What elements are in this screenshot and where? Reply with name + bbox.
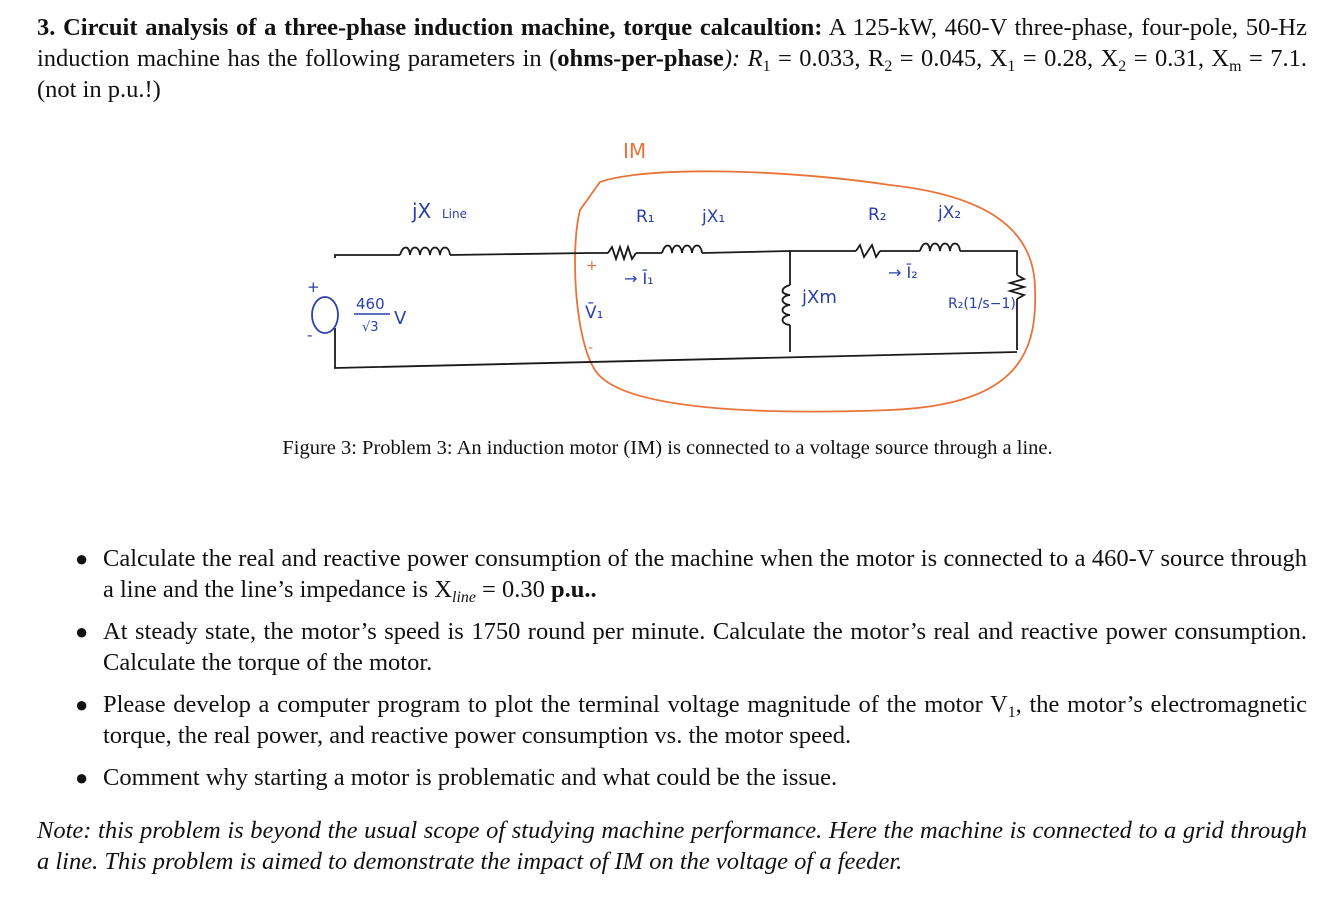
- wire-bottom: [335, 328, 1017, 368]
- problem-intro: A 125-kW, 460-V three-phase, four-pole, 50-Hz induction machine has the following parameters in (: [37, 14, 1307, 72]
- sub-r2: 2: [884, 57, 893, 75]
- bullet-3-sub: 1: [1007, 703, 1016, 721]
- im-label: IM: [623, 139, 647, 163]
- list-item: [75, 543, 1307, 605]
- bullet-dot: ●: [75, 619, 89, 644]
- problem-heading: 3. Circuit analysis of a three-phase induction machine, torque calcaultion:: [37, 14, 823, 41]
- i1-label: → Ī₁: [624, 269, 654, 288]
- source-unit: V: [394, 308, 407, 329]
- v1-minus: -: [588, 340, 594, 356]
- param-x2: = 0.28, X: [1015, 45, 1119, 72]
- note: Note: this problem is beyond the usual scope of studying machine performance. Here the machine is connected to a grid through a line. This problem is aimed to demonstrate the impact of IM on the voltage of a feeder.: [37, 817, 1307, 875]
- voltage-source: [312, 297, 338, 333]
- problem-statement: [37, 12, 1307, 105]
- bullet-3-text: Please develop a computer program to plot the terminal voltage magnitude of the motor V: [103, 691, 1008, 718]
- x1-label: jX₁: [702, 207, 726, 227]
- wire-top-left: [335, 255, 400, 258]
- xm-label: jXm: [802, 287, 837, 308]
- param-x1: = 0.045, X: [892, 45, 1008, 72]
- x2-coil: [920, 244, 960, 252]
- param-r2: = 0.033, R: [770, 45, 885, 72]
- sub-x2: 2: [1118, 57, 1127, 75]
- bullet-1-unit: p.u..: [550, 576, 597, 603]
- list-item: [75, 689, 1307, 751]
- xline-label: jX: [412, 199, 432, 223]
- source-minus: -: [307, 326, 313, 344]
- r1-resistor: [608, 247, 636, 259]
- load-label: R₂(1/s−1): [948, 296, 1016, 312]
- r2-label: R₂: [868, 205, 887, 225]
- list-item: [75, 616, 1307, 678]
- v1-label: V̄₁: [585, 303, 604, 323]
- bullet-3-tail: , the motor’s electromagnetic torque, the real power, and reactive power consumption vs. the motor speed.: [103, 691, 1307, 749]
- param-tail: = 7.1. (not in p.u.!): [37, 45, 1308, 103]
- source-plus: +: [307, 278, 320, 296]
- sub-xm: m: [1229, 57, 1242, 75]
- bullet-dot: ●: [75, 765, 89, 790]
- figure-caption: Figure 3: Problem 3: An induction motor (IM) is connected to a voltage source through a line.: [282, 437, 1053, 459]
- r2-resistor: [856, 245, 880, 257]
- bullet-1-value: = 0.30: [475, 576, 551, 603]
- sub-r1: 1: [762, 57, 771, 75]
- param-xm: = 0.31, X: [1126, 45, 1230, 72]
- v1-plus: +: [586, 258, 598, 274]
- task-list: [75, 543, 1307, 804]
- bullet-4-text: Comment why starting a motor is problematic and what could be the issue.: [103, 764, 838, 791]
- r1-label: R₁: [636, 207, 655, 227]
- bullet-2-text: At steady state, the motor’s speed is 1750 round per minute. Calculate the motor’s real and reactive power consumption. Calculate the torque of the motor.: [103, 618, 1307, 676]
- i2-label: → Ī₂: [888, 263, 918, 282]
- units-label: ohms-per-phase: [557, 45, 724, 72]
- x1-coil: [662, 246, 702, 254]
- bullet-dot: ●: [75, 546, 89, 571]
- param-r1: ): R: [723, 45, 763, 72]
- source-den: √3: [362, 320, 379, 335]
- source-num: 460: [356, 295, 385, 313]
- bullet-1-text: Calculate the real and reactive power consumption of the machine when the motor is connected to a 460-V source through a line and the line’s impedance is X: [103, 545, 1307, 603]
- x2-label: jX₂: [938, 203, 962, 223]
- circuit-diagram: [290, 130, 1060, 430]
- bullet-1-sub: line: [452, 588, 476, 606]
- sub-x1: 1: [1007, 57, 1016, 75]
- xm-coil: [783, 285, 791, 325]
- xline-coil: [400, 248, 450, 256]
- bullet-dot: ●: [75, 692, 89, 717]
- list-item: [75, 762, 1307, 793]
- xline-sub: Line: [442, 207, 468, 221]
